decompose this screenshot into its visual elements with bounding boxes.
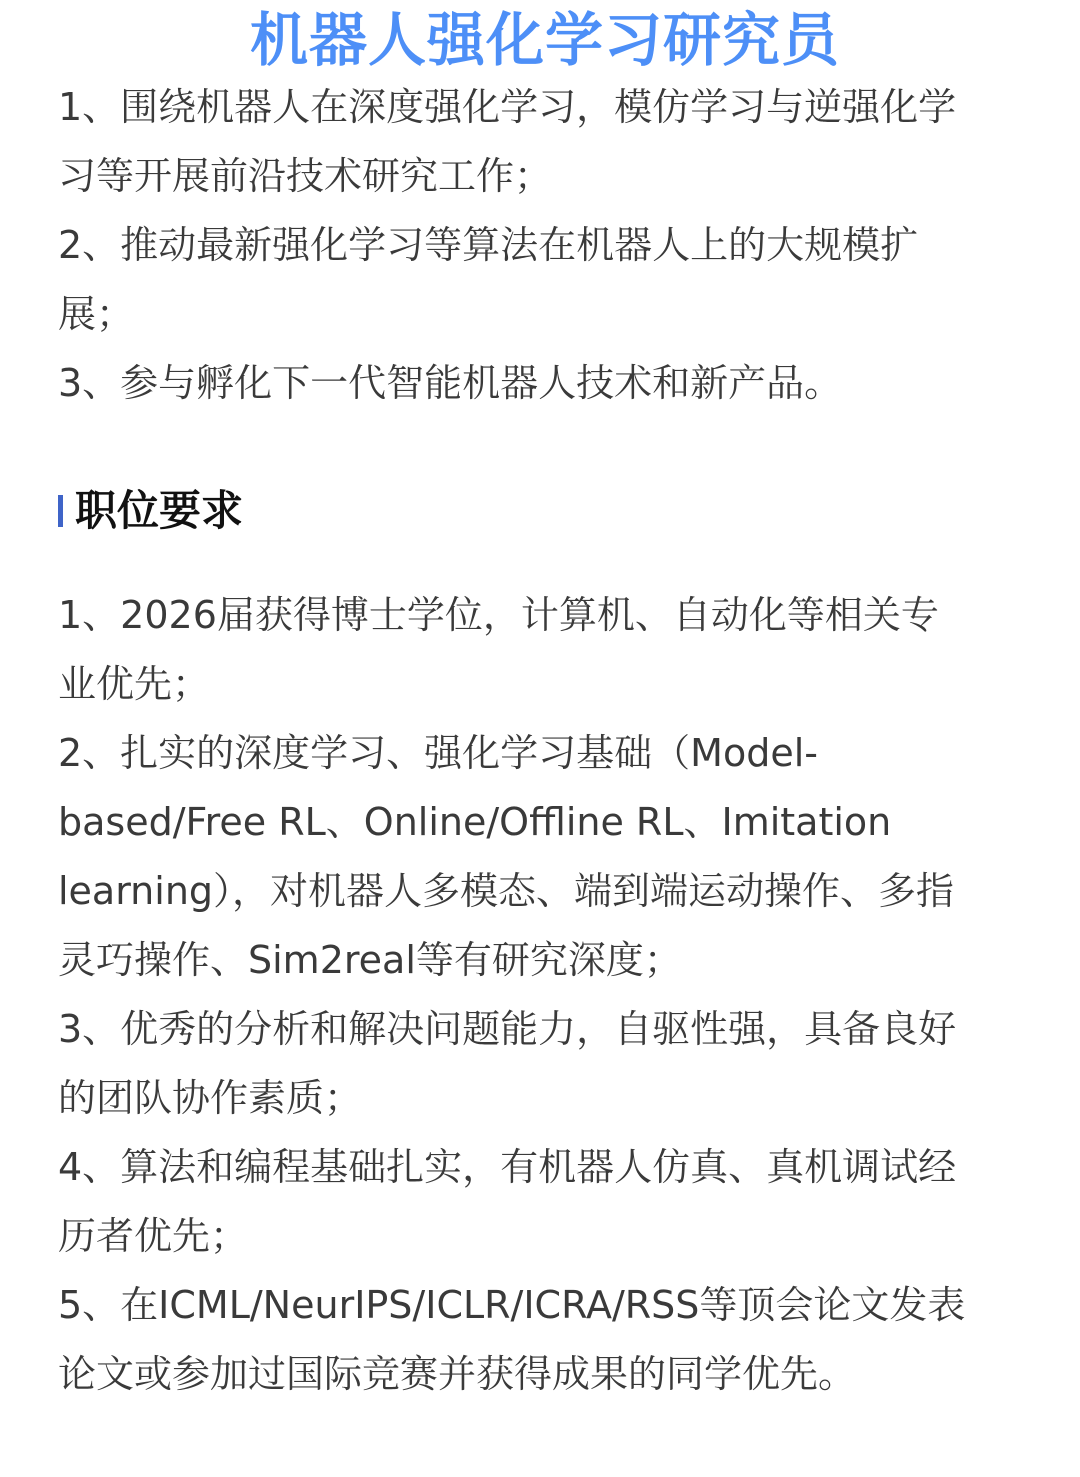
responsibility-line: 展； [58, 292, 135, 336]
job-title: 机器人强化学习研究员 [249, 6, 840, 74]
requirement-line: 论文或参加过国际竞赛并获得成果的同学优先。 [58, 1352, 857, 1396]
requirement-line: 3、优秀的分析和解决问题能力，自驱性强，具备良好 [58, 1007, 957, 1051]
requirement-line: 4、算法和编程基础扎实，有机器人仿真、真机调试经 [58, 1145, 957, 1189]
responsibility-line: 2、推动最新强化学习等算法在机器人上的大规模扩 [58, 223, 919, 267]
responsibility-line: 习等开展前沿技术研究工作； [58, 154, 553, 198]
responsibility-line: 3、参与孵化下一代智能机器人技术和新产品。 [58, 361, 843, 405]
requirements-heading [58, 484, 243, 538]
heading-accent-bar [58, 495, 63, 527]
responsibilities-list [58, 73, 1028, 418]
requirement-line: based/Free RL、Online/Offline RL、Imitation [58, 800, 892, 844]
requirements-heading-text: 职位要求 [75, 486, 244, 535]
requirement-line: 历者优先； [58, 1214, 249, 1258]
requirement-line: 业优先； [58, 662, 211, 706]
responsibility-line: 1、围绕机器人在深度强化学习，模仿学习与逆强化学 [58, 85, 957, 129]
requirements-list [58, 581, 1028, 1409]
requirement-line: 1、2026届获得博士学位，计算机、自动化等相关专 [58, 593, 939, 637]
requirement-line: 5、在ICML/NeurIPS/ICLR/ICRA/RSS等顶会论文发表 [58, 1283, 966, 1327]
requirement-line: 2、扎实的深度学习、强化学习基础（Model- [58, 731, 818, 775]
requirement-line: 的团队协作素质； [58, 1076, 363, 1120]
requirement-line: learning），对机器人多模态、端到端运动操作、多指 [58, 869, 955, 913]
requirement-line: 灵巧操作、Sim2real等有研究深度； [58, 938, 682, 982]
